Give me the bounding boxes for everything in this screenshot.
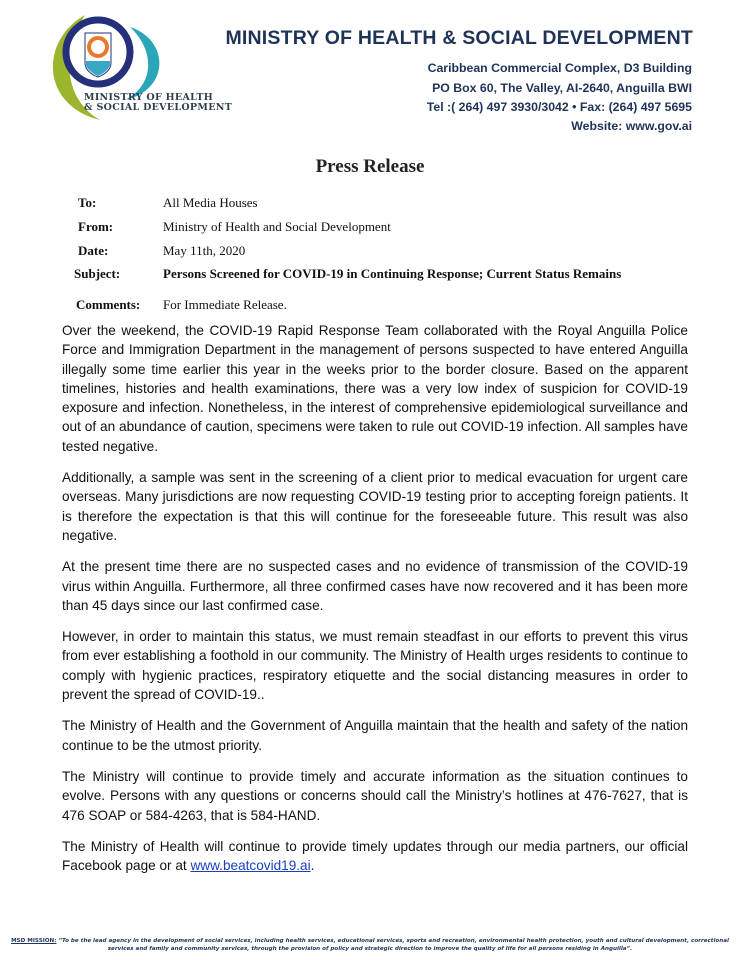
paragraph: However, in order to maintain this status, we must remain steadfast in our efforts to prevent this virus from ever establishing a foothold in our community. The Ministry of Health urges residents to continue to comply with hygienic practices, respiratory etiquette and the social distancing measures in order to prevent the spread of COVID-19..: [62, 629, 688, 703]
website-link[interactable]: www.beatcovid19.ai: [190, 858, 311, 874]
phone: Tel :( 264) 497 3930/3042: [426, 100, 569, 114]
press-release-body: [62, 321, 688, 887]
paragraph: The Ministry of Health and the Government of Anguilla maintain that the health and safety of the nation continue to be the utmost priority.: [62, 718, 688, 753]
logo-text: MINISTRY OF HEALTH & SOCIAL DEVELOPMENT: [84, 92, 233, 113]
paragraph: Additionally, a sample was sent in the screening of a client prior to medical evacuation for urgent care overseas. Many jurisdictions are now requesting COVID-19 testing prior to accepting foreign patients. It is therefore the expectation is that this will continue for the foreseeable future. This result was also negative.: [62, 470, 688, 543]
paragraph: Over the weekend, the COVID-19 Rapid Response Team collaborated with the Royal Anguilla Police Force and Immigration Department in the management of persons suspected to have entered Anguilla illegally some time earlier this year in the weeks prior to the border closure. Based on the apparent timelines, histories and health examinations, there was a very low index of suspicion for COVID-19 exposure and infection. Nonetheless, in the interest of comprehensive epidemiological surveillance and out of an abundance of caution, specimens were taken to rule out COVID-19 infection. All samples have tested negative.: [62, 323, 688, 454]
date-label: Date:: [78, 243, 109, 258]
date-value: May 11th, 2020: [163, 243, 246, 258]
to-label: To:: [78, 195, 97, 210]
subject-value: Persons Screened for COVID-19 in Continuing Response; Current Status Remains: [163, 266, 622, 281]
from-value: Ministry of Health and Social Development: [163, 219, 391, 234]
paragraph: The Ministry will continue to provide timely and accurate information as the situation continues to evolve. Persons with any questions or concerns should call the Ministry’s hotlines at 476-7627, that is 476 SOAP or 584-4263, that is 584-HAND.: [62, 768, 688, 823]
paragraph: The Ministry of Health will continue to provide timely updates through our media partners, our official Facebook page or at www.beatcovid19.ai.: [62, 838, 688, 874]
mission-label: MSD MISSION:: [11, 938, 57, 944]
fax: Fax: (264) 497 5695: [579, 100, 692, 114]
comments-label: Comments:: [76, 297, 141, 312]
page-title: Press Release: [315, 156, 425, 177]
contact-line: Tel :( 264) 497 3930/3042 • Fax: (264) 497 5695: [426, 100, 692, 114]
ministry-title: MINISTRY OF HEALTH & SOCIAL DEVELOPMENT: [225, 27, 693, 49]
address-line-1: Caribbean Commercial Complex, D3 Building: [427, 61, 692, 75]
mission-statement: MSD MISSION: “To be the lead agency in the development of social services, including health services, educational services, sports and recreation, environmental health protection, youth and cultural development, correctional services and family and community services, through the provision of policy and strategic direction to improve the quality of life for all persons residing in Anguilla”.: [11, 938, 729, 952]
website: Website: www.gov.ai: [571, 119, 692, 133]
from-label: From:: [78, 219, 114, 234]
to-value: All Media Houses: [163, 195, 258, 210]
subject-label: Subject:: [74, 266, 121, 281]
comments-value: For Immediate Release.: [163, 297, 287, 312]
address-line-2: PO Box 60, The Valley, AI-2640, Anguilla BWI: [432, 81, 692, 95]
paragraph: At the present time there are no suspected cases and no evidence of transmission of the COVID-19 virus within Anguilla. Furthermore, all three confirmed cases have now recovered and it has been more than 45 days since our last confirmed case.: [62, 559, 688, 613]
